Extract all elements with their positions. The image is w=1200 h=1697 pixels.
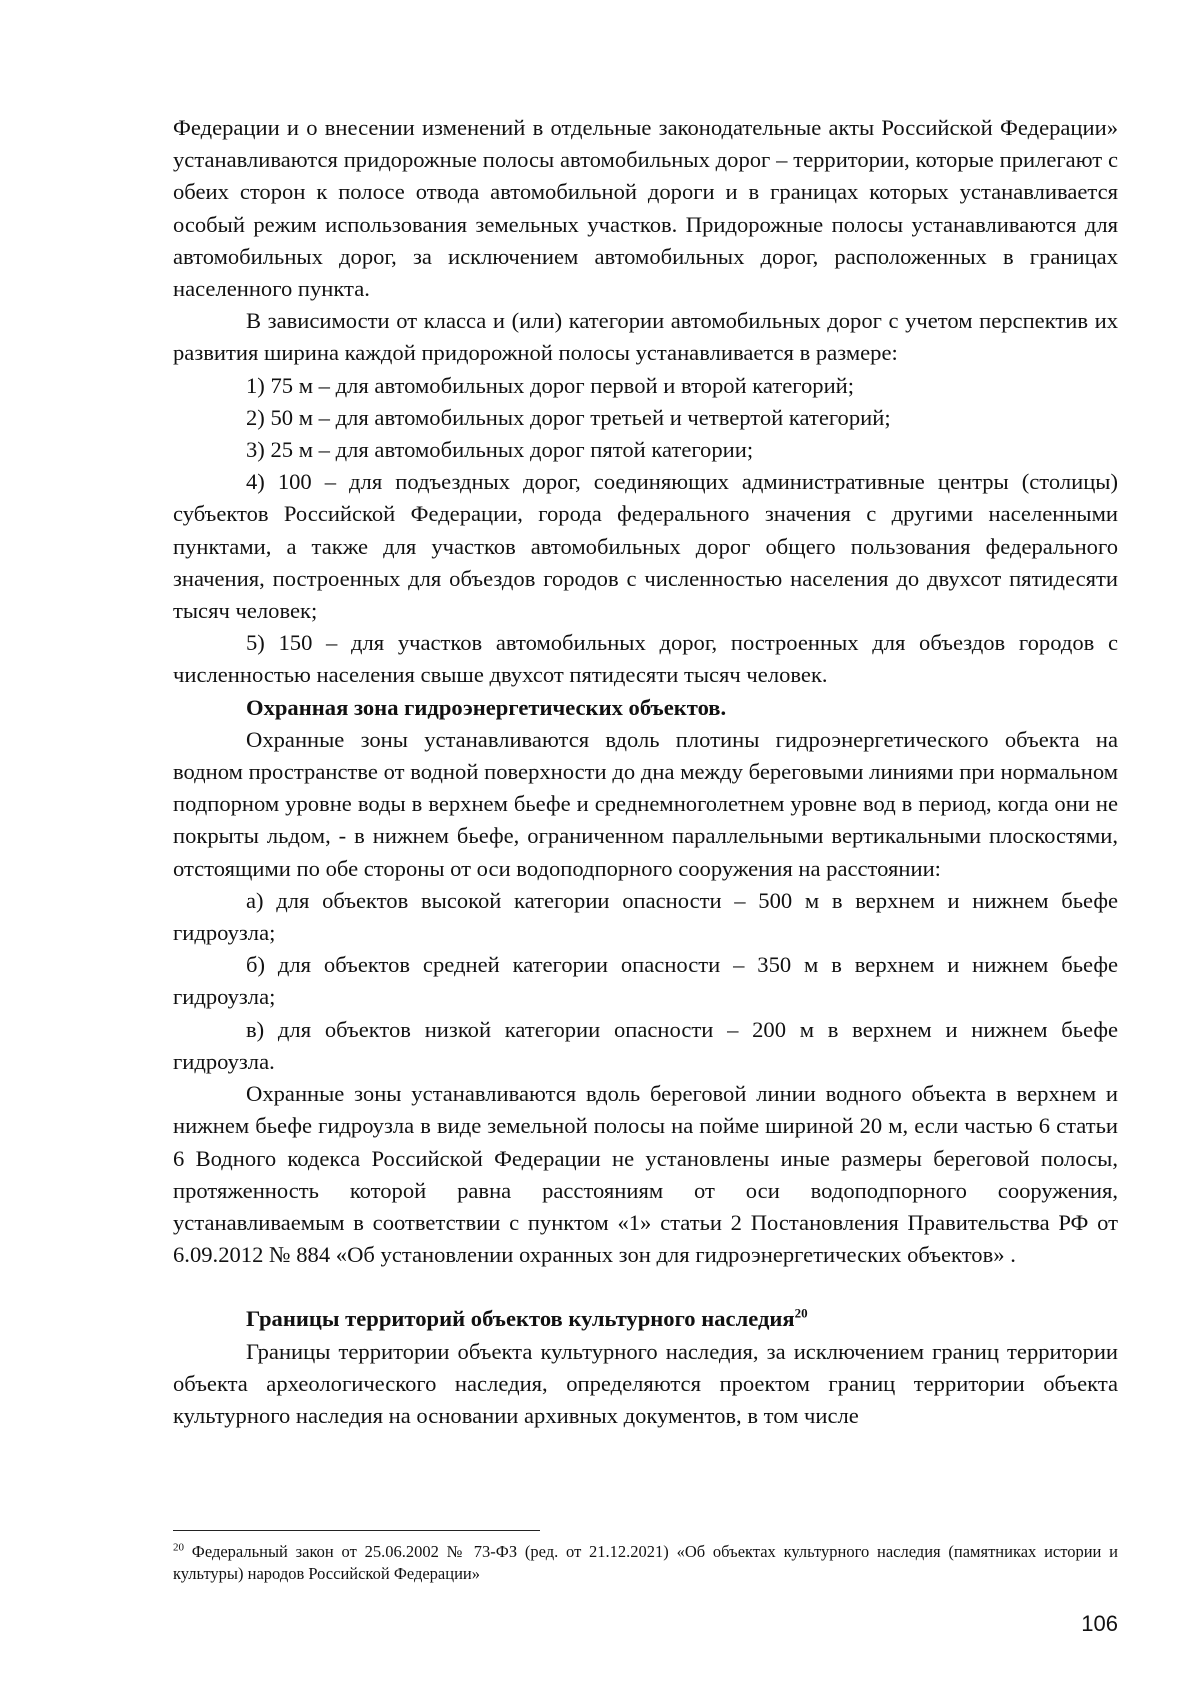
document-body <box>173 112 1118 1432</box>
section-heading-hydro-zone: Охранная зона гидроэнергетических объектов. <box>246 694 727 720</box>
list-item-50m: 2) 50 м – для автомобильных дорог третьей и четвертой категорий; <box>246 404 891 430</box>
list-item-medium-hazard: б) для объектов средней категории опасности – 350 м в верхнем и нижнем бьефе гидроузла; <box>173 952 1118 1010</box>
list-item-100: 4) 100 – для подъездных дорог, соединяющих административные центры (столицы) субъектов Российской Федерации, города федерального значения с другими населенными пунктами, а также для участков автомобильных дорог общего пользования федерального значения, построенных для объездов городов с численностью населения до двухсот пятидесяти тысяч человек; <box>173 469 1118 624</box>
heading-text: Границы территорий объектов культурного наследия <box>246 1306 795 1332</box>
list-item-25m: 3) 25 м – для автомобильных дорог пятой категории; <box>246 437 754 463</box>
paragraph-shoreline-zone: Охранные зоны устанавливаются вдоль береговой линии водного объекта в верхнем и нижнем бьефе гидроузла в виде земельной полосы на пойме шириной 20 м, если частью 6 статьи 6 Водного кодекса Российской Федерации не установлены иные размеры береговой полосы, протяженность которой равна расстояниям от оси водоподпорного сооружения, устанавливаемым в соответствии с пунктом «1» статьи 2 Постановления Правительства РФ от 6.09.2012 № 884 «Об установлении охранных зон для гидроэнергетических объектов» . <box>173 1081 1118 1268</box>
list-item-150: 5) 150 – для участков автомобильных дорог, построенных для объездов городов с численностью населения свыше двухсот пятидесяти тысяч человек. <box>173 630 1118 688</box>
list-item-low-hazard: в) для объектов низкой категории опасности – 200 м в верхнем и нижнем бьефе гидроузла. <box>173 1016 1118 1074</box>
page-number: 106 <box>1081 1611 1118 1636</box>
paragraph-heritage-boundaries: Границы территории объекта культурного наследия, за исключением границ территории объекта археологического наследия, определяются проектом границ территории объекта культурного наследия на основании архивных документов, в том числе <box>173 1338 1118 1428</box>
section-spacer <box>173 1271 1118 1303</box>
footnote-reference[interactable]: 20 <box>794 1305 808 1321</box>
footnote-number: 20 <box>173 1541 184 1554</box>
footnote-text: Федеральный закон от 25.06.2002 № 73-ФЗ (ред. от 21.12.2021) «Об объектах культурного наследия (памятниках истории и культуры) народов Российской Федерации» <box>173 1542 1119 1583</box>
paragraph-strip-width-intro: В зависимости от класса и (или) категории автомобильных дорог с учетом перспектив их развития ширина каждой придорожной полосы устанавливается в размере: <box>173 308 1118 366</box>
list-item-high-hazard: а) для объектов высокой категории опасности – 500 м в верхнем и нижнем бьефе гидроузла; <box>173 887 1118 946</box>
paragraph-roadside-strips: Федерации и о внесении изменений в отдельные законодательные акты Российской Федерации» устанавливаются придорожные полосы автомобильных дорог – территории, которые прилегают с обеих сторон к полосе отвода автомобильной дороги и в границах которых устанавливается особый режим использования земельных участков. Придорожные полосы устанавливаются для автомобильных дорог, за исключением автомобильных дорог, расположенных в границах населенного пункта. <box>173 115 1118 302</box>
list-item-75m: 1) 75 м – для автомобильных дорог первой и второй категорий; <box>246 372 855 398</box>
footnote <box>173 1541 1118 1585</box>
section-heading-cultural-heritage <box>173 1303 1118 1335</box>
footnote-divider <box>173 1530 540 1531</box>
paragraph-hydro-zone: Охранные зоны устанавливаются вдоль плотины гидроэнергетического объекта на водном пространстве от водной поверхности до дна между береговыми линиями при нормальном подпорном уровне воды в верхнем бьефе и среднемноголетнем уровне вод в период, когда они не покрыты льдом, - в нижнем бьефе, ограниченном параллельными вертикальными плоскостями, отстоящими по обе стороны от оси водоподпорного сооружения на расстоянии: <box>173 726 1118 881</box>
